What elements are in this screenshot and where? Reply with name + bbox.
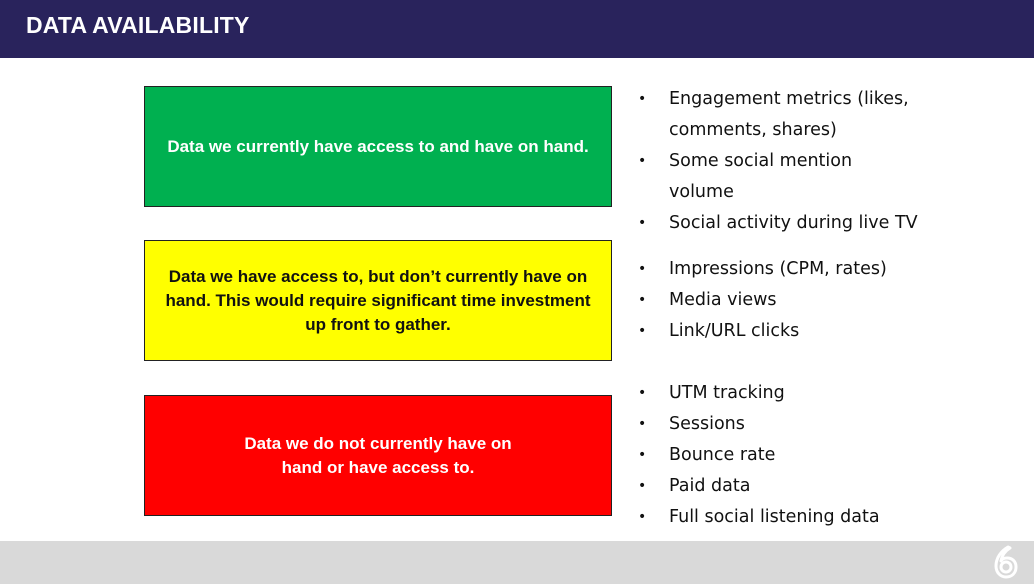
unavailable-data-list	[638, 378, 918, 533]
list-item	[638, 502, 918, 533]
available-data-text: Data we currently have access to and have on hand.	[167, 136, 589, 156]
brand-logo-icon	[992, 545, 1020, 579]
list-item	[638, 84, 918, 146]
list-item	[638, 208, 918, 239]
list-item-text: Bounce rate	[669, 445, 776, 465]
bullet-icon: •	[638, 385, 647, 401]
bullet-icon: •	[638, 416, 647, 432]
accessible-data-list	[638, 254, 918, 347]
bullet-icon: •	[638, 323, 647, 339]
list-item-text: Full social listening data	[669, 507, 880, 527]
bullet-icon: •	[638, 215, 647, 231]
unavailable-data-text: Data we do not currently have on hand or have access to.	[244, 433, 512, 477]
list-item	[638, 471, 918, 502]
list-item	[638, 254, 918, 285]
bullet-icon: •	[638, 478, 647, 494]
page-title: DATA AVAILABILITY	[26, 12, 250, 38]
unavailable-data-box	[144, 395, 612, 516]
accessible-data-box	[144, 240, 612, 361]
bullet-icon: •	[638, 91, 647, 107]
list-item-text: Paid data	[669, 476, 751, 496]
list-item	[638, 146, 918, 208]
list-item-text: Link/URL clicks	[669, 321, 800, 341]
bullet-icon: •	[638, 447, 647, 463]
accessible-data-text: Data we have access to, but don’t currently have on hand. This would require significant time investment up front to gather.	[165, 266, 591, 334]
list-item-text: Sessions	[669, 414, 745, 434]
list-item-text: UTM tracking	[669, 383, 785, 403]
bullet-icon: •	[638, 509, 647, 525]
bullet-icon: •	[638, 153, 647, 169]
footer-bar	[0, 541, 1034, 584]
list-item-text: Impressions (CPM, rates)	[669, 259, 887, 279]
header-bar	[0, 0, 1034, 58]
bullet-icon: •	[638, 261, 647, 277]
list-item	[638, 316, 918, 347]
list-item	[638, 409, 918, 440]
bullet-icon: •	[638, 292, 647, 308]
list-item-text: Media views	[669, 290, 777, 310]
list-item	[638, 378, 918, 409]
list-item	[638, 440, 918, 471]
available-data-list	[638, 84, 918, 239]
list-item-text: Engagement metrics (likes, comments, shares)	[669, 89, 909, 140]
available-data-box	[144, 86, 612, 207]
list-item-text: Social activity during live TV	[669, 213, 918, 233]
list-item-text: Some social mention volume	[669, 151, 853, 202]
list-item	[638, 285, 918, 316]
